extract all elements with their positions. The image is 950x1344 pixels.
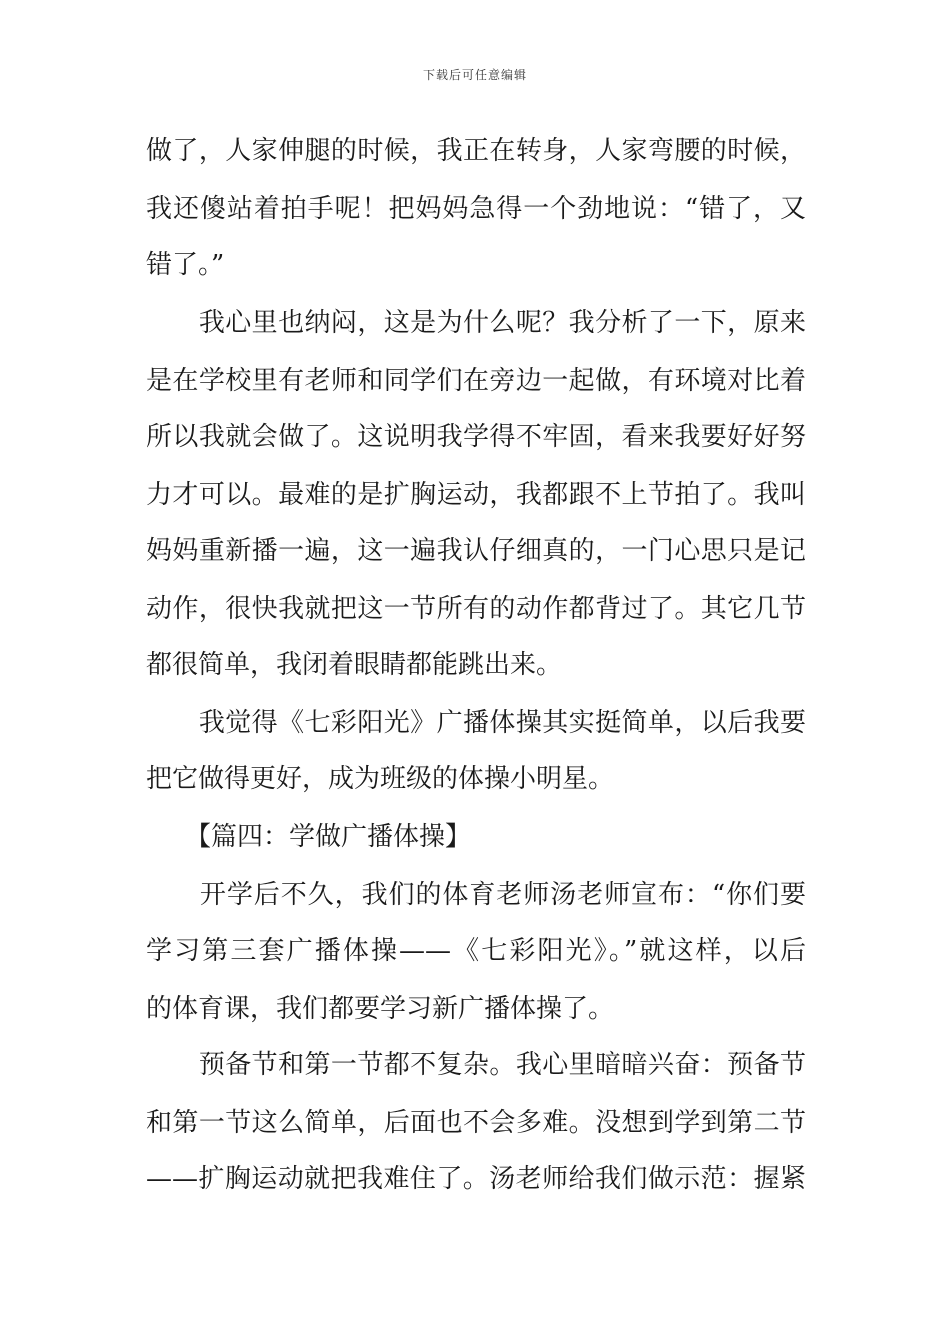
text-line: 是在学校里有老师和同学们在旁边一起做，有环境对比着 — [146, 366, 806, 396]
text-line: 学习第三套广播体操——《七彩阳光》。”就这样，以后 — [146, 936, 806, 966]
text-line: 所以我就会做了。这说明我学得不牢固，看来我要好好努 — [146, 422, 806, 452]
section-heading: 【篇四：学做广播体操】 — [146, 822, 472, 852]
text-line: ——扩胸运动就把我难住了。汤老师给我们做示范：握紧 — [146, 1164, 806, 1194]
text-line: 开学后不久，我们的体育老师汤老师宣布：“你们要 — [146, 880, 806, 910]
text-line: 妈妈重新播一遍，这一遍我认仔细真的，一门心思只是记 — [146, 536, 806, 566]
text-line: 做了，人家伸腿的时候，我正在转身，人家弯腰的时候， — [146, 136, 806, 166]
text-line: 我心里也纳闷，这是为什么呢？我分析了一下，原来 — [146, 308, 806, 338]
text-line: 和第一节这么简单，后面也不会多难。没想到学到第二节 — [146, 1108, 806, 1138]
text-line: 错了。” — [146, 250, 225, 280]
text-line: 我觉得《七彩阳光》广播体操其实挺简单，以后我要 — [146, 708, 806, 738]
text-line: 预备节和第一节都不复杂。我心里暗暗兴奋：预备节 — [146, 1050, 806, 1080]
text-line: 力才可以。最难的是扩胸运动，我都跟不上节拍了。我叫 — [146, 480, 806, 510]
text-line: 动作，很快我就把这一节所有的动作都背过了。其它几节 — [146, 594, 806, 624]
text-line: 的体育课，我们都要学习新广播体操了。 — [146, 994, 615, 1024]
text-line: 都很简单，我闭着眼睛都能跳出来。 — [146, 650, 563, 680]
text-line: 我还傻站着拍手呢！把妈妈急得一个劲地说：“错了，又 — [146, 194, 806, 224]
text-line: 把它做得更好，成为班级的体操小明星。 — [146, 764, 615, 794]
page-header: 下载后可任意编辑 — [422, 68, 527, 82]
